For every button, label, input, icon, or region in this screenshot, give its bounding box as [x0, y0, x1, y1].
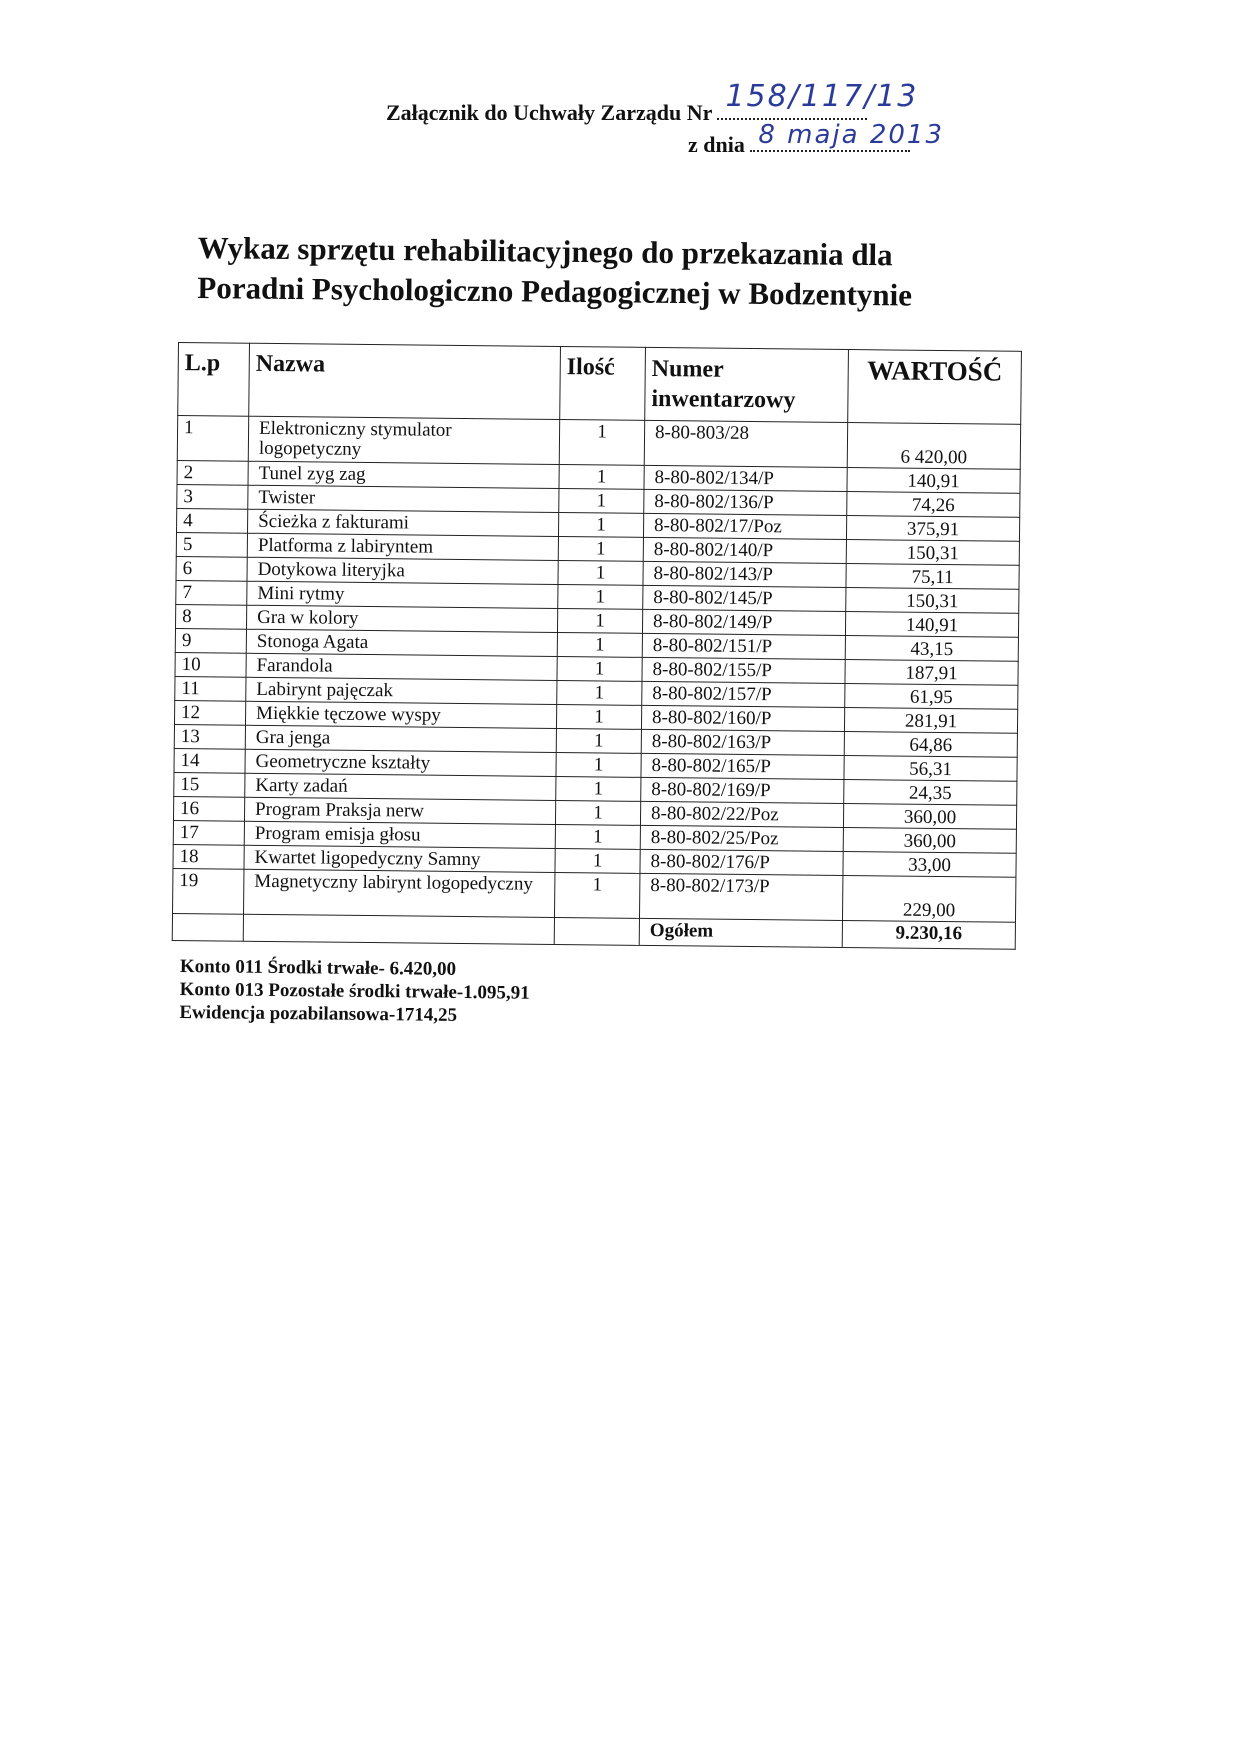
cell-value: 360,00 [843, 827, 1016, 853]
cell-value: 33,00 [843, 851, 1016, 877]
cell-lp: 1 [177, 416, 248, 462]
cell-name: Elektroniczny stymulator logopetyczny [248, 416, 559, 464]
cell-inventory-number: 8-80-802/17/Poz [643, 513, 846, 539]
cell-value: 360,00 [843, 803, 1016, 829]
cell-inventory-number: 8-80-802/173/P [639, 873, 842, 920]
cell-name: Magnetyczny labirynt logopedyczny [244, 869, 555, 917]
cell-inventory-number: 8-80-802/157/P [642, 681, 845, 707]
cell-lp: 15 [174, 772, 245, 797]
cell-inventory-number: 8-80-802/155/P [642, 657, 845, 683]
cell-value: 56,31 [844, 755, 1017, 781]
attachment-number-handwritten: 158/117/13 [725, 79, 919, 114]
cell-value: 43,15 [845, 636, 1018, 662]
header-qty: Ilość [560, 347, 646, 421]
cell-qty: 1 [556, 728, 641, 753]
cell-name: Miękkie tęczowe wyspy [245, 701, 556, 728]
cell-value: 150,31 [846, 540, 1019, 566]
title-line-1: Wykaz sprzętu rehabilitacyjnego do przekazania dla [197, 229, 893, 273]
cell-inventory-number: 8-80-802/25/Poz [640, 825, 843, 851]
cell-name: Ścieżka z fakturami [248, 509, 559, 536]
cell-lp: 6 [176, 556, 247, 581]
equipment-table [172, 342, 1022, 950]
header-inventory-line-2: inwentarzowy [651, 385, 796, 414]
cell-inventory-number: 8-80-802/151/P [642, 633, 845, 659]
cell-qty: 1 [559, 420, 644, 466]
cell-inventory-number: 8-80-802/134/P [644, 465, 847, 491]
cell-qty: 1 [558, 560, 643, 585]
cell-qty: 1 [556, 704, 641, 729]
cell-lp: 11 [175, 676, 246, 701]
cell-value: 64,86 [844, 732, 1017, 758]
cell-qty: 1 [556, 752, 641, 777]
cell-name: Labirynt pajęczak [246, 677, 557, 704]
cell-inventory-number: 8-80-802/160/P [641, 705, 844, 731]
table-body [173, 416, 1021, 923]
cell-qty: 1 [555, 848, 640, 873]
cell-inventory-number: 8-80-802/165/P [641, 753, 844, 779]
cell-inventory-number: 8-80-802/22/Poz [640, 801, 843, 827]
header-inventory-line-1: Numer [651, 355, 724, 383]
cell-qty: 1 [558, 536, 643, 561]
cell-lp: 3 [177, 484, 248, 509]
cell-name: Program emisja głosu [244, 821, 555, 848]
cell-name: Program Praksja nerw [244, 797, 555, 824]
cell-qty: 1 [556, 776, 641, 801]
cell-lp: 4 [177, 508, 248, 533]
cell-inventory-number: 8-80-802/149/P [642, 609, 845, 635]
cell-lp: 14 [174, 748, 245, 773]
summary-line-3: Ewidencja pozabilansowa-1714,25 [179, 1001, 458, 1026]
summary-line-1: Konto 011 Środki trwałe- 6.420,00 [179, 955, 457, 980]
cell-qty: 1 [557, 608, 642, 633]
equipment-table-wrapper [172, 342, 1022, 950]
header-value: WARTOŚĆ [848, 350, 1022, 425]
document-title [197, 228, 998, 316]
title-line-2: Poradni Psychologiczno Pedagogicznej w Bodzentynie [197, 269, 913, 313]
cell-lp: 18 [173, 844, 244, 869]
total-label: Ogółem [639, 918, 842, 947]
cell-qty: 1 [555, 800, 640, 825]
cell-name: Kwartet ligopedyczny Samny [244, 845, 555, 872]
cell-name: Tunel zyg zag [248, 461, 559, 488]
cell-lp: 16 [173, 796, 244, 821]
total-value: 9.230,16 [842, 920, 1015, 949]
account-summary [179, 955, 530, 1028]
cell-name: Dotykowa literyjka [247, 557, 558, 584]
cell-lp: 5 [176, 532, 247, 557]
cell-value: 150,31 [846, 588, 1019, 614]
cell-lp: 7 [176, 580, 247, 605]
cell-lp: 19 [173, 868, 244, 914]
cell-inventory-number: 8-80-802/169/P [641, 777, 844, 803]
total-empty-lp [172, 913, 243, 941]
cell-lp: 10 [175, 652, 246, 677]
cell-name: Gra jenga [245, 725, 556, 752]
cell-name: Mini rytmy [247, 581, 558, 608]
cell-name: Gra w kolory [246, 605, 557, 632]
table-header-row [178, 343, 1022, 425]
cell-value: 187,91 [845, 660, 1018, 686]
total-empty-name [243, 914, 554, 944]
cell-name: Farandola [246, 653, 557, 680]
cell-value: 61,95 [845, 684, 1018, 710]
total-empty-qty [554, 917, 639, 945]
cell-inventory-number: 8-80-803/28 [644, 420, 847, 467]
cell-inventory-number: 8-80-802/143/P [643, 561, 846, 587]
cell-lp: 2 [177, 460, 248, 485]
cell-value: 74,26 [847, 492, 1020, 518]
cell-lp: 9 [175, 628, 246, 653]
cell-qty: 1 [558, 512, 643, 537]
cell-name: Twister [248, 485, 559, 512]
date-field [750, 120, 945, 152]
cell-lp: 17 [173, 820, 244, 845]
cell-inventory-number: 8-80-802/176/P [640, 849, 843, 875]
cell-inventory-number: 8-80-802/145/P [643, 585, 846, 611]
cell-qty: 1 [557, 656, 642, 681]
cell-value: 375,91 [846, 516, 1019, 542]
header-inventory-number [645, 347, 849, 422]
cell-value: 281,91 [844, 708, 1017, 734]
cell-qty: 1 [558, 584, 643, 609]
cell-inventory-number: 8-80-802/136/P [644, 489, 847, 515]
summary-line-2: Konto 013 Pozostałe środki trwałe-1.095,91 [179, 978, 530, 1004]
cell-qty: 1 [557, 680, 642, 705]
cell-value: 140,91 [845, 612, 1018, 638]
cell-value: 75,11 [846, 564, 1019, 590]
cell-qty: 1 [554, 872, 639, 918]
cell-lp: 8 [175, 604, 246, 629]
cell-name: Karty zadań [245, 773, 556, 800]
cell-inventory-number: 8-80-802/163/P [641, 729, 844, 755]
cell-qty: 1 [557, 632, 642, 657]
cell-qty: 1 [559, 488, 644, 513]
cell-value: 140,91 [847, 468, 1020, 494]
cell-qty: 1 [555, 824, 640, 849]
attachment-header [386, 79, 945, 160]
cell-name: Geometryczne kształty [245, 749, 556, 776]
header-lp: L.p [178, 343, 250, 417]
cell-value: 229,00 [842, 875, 1015, 922]
header-name: Nazwa [249, 343, 561, 419]
cell-inventory-number: 8-80-802/140/P [643, 537, 846, 563]
date-label: z dnia [688, 132, 745, 157]
cell-lp: 13 [174, 724, 245, 749]
date-handwritten: 8 maja 2013 [758, 120, 945, 150]
attachment-number-field [717, 79, 919, 120]
attachment-date-line [386, 120, 945, 160]
cell-name: Stonoga Agata [246, 629, 557, 656]
attachment-label: Załącznik do Uchwały Zarządu Nr [386, 100, 712, 125]
cell-qty: 1 [559, 464, 644, 489]
cell-name: Platforma z labiryntem [247, 533, 558, 560]
cell-value: 24,35 [844, 779, 1017, 805]
cell-lp: 12 [174, 700, 245, 725]
cell-value: 6 420,00 [847, 423, 1020, 470]
